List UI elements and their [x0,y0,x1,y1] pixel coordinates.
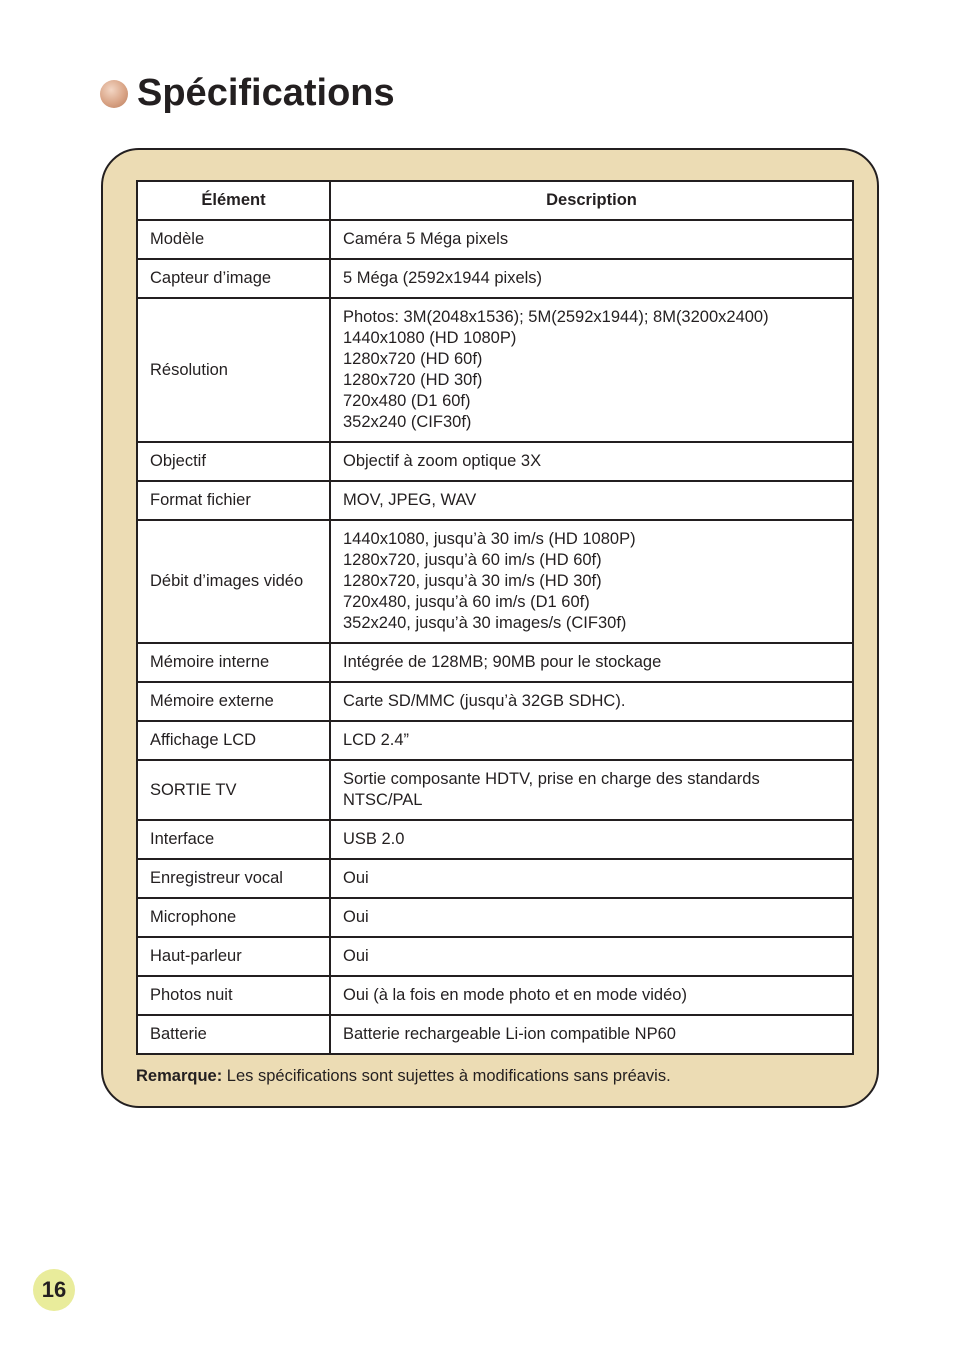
remark-text: Les spécifications sont sujettes à modifications sans préavis. [222,1067,671,1085]
page-title: Spécifications [137,72,395,114]
remark-label: Remarque: [136,1067,223,1085]
cell-description: MOV, JPEG, WAV [330,481,853,520]
cell-description: Photos: 3M(2048x1536); 5M(2592x1944); 8M(3200x2400) 1440x1080 (HD 1080P) 1280x720 (HD 60f) 1280x720 (HD 30f) 720x480 (D1 60f) 352x240 (CIF30f) [330,298,853,442]
cell-description: Oui (à la fois en mode photo et en mode vidéo) [330,976,853,1015]
cell-element: Microphone [137,898,330,937]
cell-element: Modèle [137,220,330,259]
cell-element: Enregistreur vocal [137,859,330,898]
cell-element: Photos nuit [137,976,330,1015]
cell-description: Carte SD/MMC (jusqu’à 32GB SDHC). [330,682,853,721]
cell-description: Batterie rechargeable Li-ion compatible NP60 [330,1015,853,1054]
header-element: Élément [137,181,330,220]
table-row [137,520,853,643]
table-row [137,898,853,937]
table-row [137,682,853,721]
cell-element: Objectif [137,442,330,481]
cell-element: Résolution [137,298,330,442]
cell-element: Haut-parleur [137,937,330,976]
table-header-row [137,181,853,220]
cell-element: Interface [137,820,330,859]
remark-note [136,1066,671,1087]
table-row [137,643,853,682]
table-row [137,298,853,442]
table-row [137,259,853,298]
page-number: 16 [41,1277,67,1302]
table-row [137,220,853,259]
cell-description: Objectif à zoom optique 3X [330,442,853,481]
cell-element: Format fichier [137,481,330,520]
table-row [137,976,853,1015]
cell-description: 5 Méga (2592x1944 pixels) [330,259,853,298]
cell-description: Oui [330,937,853,976]
cell-element: Mémoire interne [137,643,330,682]
header-description: Description [330,181,853,220]
cell-element: Débit d’images vidéo [137,520,330,643]
cell-description: Intégrée de 128MB; 90MB pour le stockage [330,643,853,682]
spec-table [136,180,854,1055]
cell-description: Oui [330,859,853,898]
cell-description: USB 2.0 [330,820,853,859]
cell-description: Oui [330,898,853,937]
cell-element: Capteur d’image [137,259,330,298]
page-number-badge [33,1269,75,1311]
cell-element: Affichage LCD [137,721,330,760]
table-row [137,442,853,481]
title-bullet-icon [100,80,128,108]
cell-description: Caméra 5 Méga pixels [330,220,853,259]
table-row [137,1015,853,1054]
cell-element: Mémoire externe [137,682,330,721]
cell-element: SORTIE TV [137,760,330,820]
table-row [137,721,853,760]
cell-description: LCD 2.4” [330,721,853,760]
table-row [137,859,853,898]
table-row [137,760,853,820]
cell-element: Batterie [137,1015,330,1054]
table-row [137,820,853,859]
table-row [137,937,853,976]
table-row [137,481,853,520]
cell-description: 1440x1080, jusqu’à 30 im/s (HD 1080P) 1280x720, jusqu’à 60 im/s (HD 60f) 1280x720, jusqu’à 30 im/s (HD 30f) 720x480, jusqu’à 60 im/s (D1 60f) 352x240, jusqu’à 30 images/s (CIF30f) [330,520,853,643]
cell-description: Sortie composante HDTV, prise en charge des standards NTSC/PAL [330,760,853,820]
